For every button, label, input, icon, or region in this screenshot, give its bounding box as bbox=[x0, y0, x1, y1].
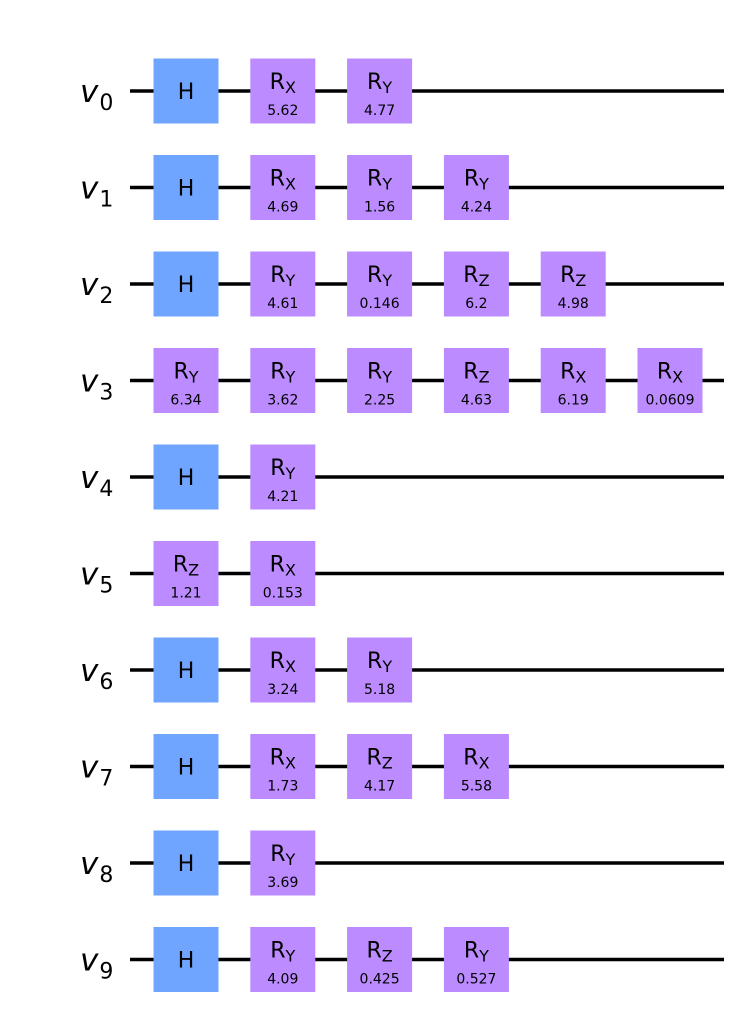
gate-axis: Y bbox=[382, 657, 393, 676]
gate-parameter: 0.0609 bbox=[645, 392, 695, 409]
qubit-label-prefix: v bbox=[80, 556, 99, 593]
gate-name: R bbox=[269, 745, 285, 771]
gate-name: R bbox=[366, 938, 382, 964]
qubit-label-index: 3 bbox=[99, 380, 114, 406]
gate-name: R bbox=[367, 70, 383, 95]
gate-axis: Y bbox=[382, 271, 393, 290]
gate-name: R bbox=[172, 552, 189, 578]
rotation-gate-rx bbox=[250, 541, 315, 606]
gate-name: R bbox=[173, 359, 189, 385]
gate-parameter: 6.2 bbox=[465, 296, 488, 312]
qubit-label-index: 6 bbox=[99, 670, 114, 695]
gate-parameter: 4.63 bbox=[460, 392, 492, 409]
gate-axis: X bbox=[672, 367, 684, 387]
rotation-gate-rx bbox=[250, 59, 315, 124]
gate-parameter: 1.21 bbox=[170, 585, 202, 602]
gate-name: R bbox=[269, 166, 285, 192]
gate-axis: Z bbox=[575, 271, 587, 290]
gate-name: R bbox=[269, 552, 285, 578]
gate-name: R bbox=[463, 359, 479, 385]
qubit-label-prefix: v bbox=[80, 363, 99, 400]
gate-name: R bbox=[366, 745, 382, 771]
gate-axis: X bbox=[284, 560, 296, 580]
gate-parameter: 4.98 bbox=[557, 296, 589, 312]
gate-parameter: 4.69 bbox=[267, 199, 299, 216]
gate-axis: X bbox=[575, 367, 587, 387]
gate-axis: Y bbox=[285, 946, 296, 966]
gate-parameter: 4.17 bbox=[364, 778, 396, 795]
gate-axis: Z bbox=[381, 753, 393, 773]
gate-parameter: 4.77 bbox=[364, 103, 396, 119]
rotation-gate-rx bbox=[638, 348, 703, 413]
qubit-label-prefix: v bbox=[80, 653, 99, 689]
hadamard-gate bbox=[154, 831, 219, 896]
gate-axis: X bbox=[478, 753, 490, 773]
gate-name: R bbox=[367, 649, 383, 674]
gate-name: R bbox=[367, 263, 383, 288]
gate-name: R bbox=[269, 649, 285, 674]
qubit-label-prefix: v bbox=[80, 170, 99, 207]
qubit-label-prefix: v bbox=[80, 942, 99, 979]
gate-parameter: 5.58 bbox=[460, 778, 492, 795]
gate-parameter: 4.24 bbox=[460, 199, 492, 216]
rotation-gate-ry bbox=[250, 445, 315, 510]
gate-axis: Y bbox=[382, 174, 393, 194]
gate-axis: X bbox=[284, 753, 296, 773]
gate-name: R bbox=[269, 70, 285, 95]
gate-parameter: 6.34 bbox=[170, 392, 202, 409]
rotation-gate-rz bbox=[347, 927, 412, 992]
rotation-gate-ry bbox=[347, 155, 412, 220]
rotation-gate-rx bbox=[250, 155, 315, 220]
qubit-label-prefix: v bbox=[80, 267, 99, 303]
gate-parameter: 6.19 bbox=[557, 392, 589, 409]
qubit-label-prefix: v bbox=[80, 460, 99, 496]
rotation-gate-ry bbox=[347, 252, 412, 317]
rotation-gate-rx bbox=[250, 734, 315, 799]
gate-axis: Y bbox=[479, 946, 489, 966]
gate-axis: Z bbox=[381, 946, 393, 966]
hadamard-gate bbox=[154, 927, 219, 992]
gate-axis: X bbox=[284, 174, 296, 194]
rotation-gate-rz bbox=[444, 252, 509, 317]
gate-axis: Y bbox=[285, 271, 296, 290]
gate-parameter: 0.527 bbox=[456, 971, 497, 988]
gate-axis: Y bbox=[382, 78, 393, 97]
gate-name: R bbox=[270, 456, 286, 481]
qubit-label-index: 9 bbox=[99, 959, 114, 985]
gate-parameter: 4.61 bbox=[267, 296, 299, 312]
rotation-gate-ry bbox=[347, 348, 412, 413]
qubit-label-prefix: v bbox=[80, 846, 99, 882]
gate-name: H bbox=[177, 755, 195, 781]
gate-name: H bbox=[177, 948, 195, 974]
gate-parameter: 3.62 bbox=[267, 392, 299, 409]
rotation-gate-rx bbox=[444, 734, 509, 799]
gate-parameter: 1.56 bbox=[364, 199, 396, 216]
gate-axis: Y bbox=[188, 367, 199, 387]
gate-parameter: 3.69 bbox=[267, 875, 299, 891]
hadamard-gate bbox=[154, 638, 219, 703]
rotation-gate-ry bbox=[347, 638, 412, 703]
gate-name: R bbox=[656, 359, 673, 385]
gate-axis: Y bbox=[285, 367, 296, 387]
gate-parameter: 5.62 bbox=[267, 103, 299, 119]
qubit-label-index: 5 bbox=[99, 573, 114, 599]
qubit-label-index: 1 bbox=[99, 187, 114, 213]
rotation-gate-rz bbox=[541, 252, 606, 317]
gate-name: H bbox=[177, 659, 195, 684]
gate-name: R bbox=[270, 842, 286, 867]
gate-parameter: 0.425 bbox=[359, 971, 400, 988]
rotation-gate-rx bbox=[250, 638, 315, 703]
qubit-label-prefix: v bbox=[80, 74, 99, 110]
rotation-gate-rz bbox=[347, 734, 412, 799]
gate-axis: X bbox=[284, 657, 296, 676]
hadamard-gate bbox=[154, 445, 219, 510]
gate-axis: X bbox=[284, 78, 296, 97]
gate-name: R bbox=[270, 263, 286, 288]
qubit-label-index: 4 bbox=[99, 477, 114, 502]
gate-name: R bbox=[367, 166, 383, 192]
gate-name: R bbox=[463, 166, 480, 192]
gate-name: H bbox=[177, 80, 195, 105]
rotation-gate-ry bbox=[250, 348, 315, 413]
gate-parameter: 4.21 bbox=[267, 489, 299, 505]
gate-parameter: 2.25 bbox=[364, 392, 396, 409]
hadamard-gate bbox=[154, 155, 219, 220]
gate-axis: Y bbox=[285, 464, 296, 483]
hadamard-gate bbox=[154, 59, 219, 124]
qubit-label-index: 8 bbox=[99, 863, 114, 888]
gate-parameter: 4.09 bbox=[267, 971, 299, 988]
gate-parameter: 3.24 bbox=[267, 682, 299, 698]
gate-name: H bbox=[177, 852, 195, 877]
qubit-label-index: 0 bbox=[99, 91, 114, 116]
rotation-gate-ry bbox=[444, 927, 509, 992]
gate-axis: Y bbox=[285, 850, 296, 869]
rotation-gate-ry bbox=[250, 831, 315, 896]
qubit-label-index: 2 bbox=[99, 284, 114, 309]
gate-axis: Z bbox=[188, 560, 200, 580]
gate-name: H bbox=[177, 176, 195, 202]
gate-parameter: 1.73 bbox=[267, 778, 299, 795]
hadamard-gate bbox=[154, 252, 219, 317]
gate-axis: Y bbox=[479, 174, 489, 194]
gate-parameter: 0.153 bbox=[262, 585, 303, 602]
hadamard-gate bbox=[154, 734, 219, 799]
rotation-gate-rz bbox=[444, 348, 509, 413]
rotation-gate-rz bbox=[154, 541, 219, 606]
rotation-gate-ry bbox=[347, 59, 412, 124]
gate-axis: Y bbox=[382, 367, 393, 387]
qubit-label-prefix: v bbox=[80, 749, 99, 786]
gate-axis: Z bbox=[478, 367, 490, 387]
rotation-gate-ry bbox=[444, 155, 509, 220]
gate-name: R bbox=[270, 938, 286, 964]
gate-parameter: 0.146 bbox=[359, 296, 400, 312]
gate-name: R bbox=[367, 359, 383, 385]
gate-name: H bbox=[177, 466, 195, 491]
gate-name: R bbox=[560, 359, 576, 385]
gate-name: R bbox=[463, 938, 480, 964]
gate-name: R bbox=[270, 359, 286, 385]
gate-name: R bbox=[560, 263, 576, 288]
gate-name: H bbox=[177, 273, 195, 298]
gate-axis: Z bbox=[478, 271, 490, 290]
gate-name: R bbox=[463, 263, 479, 288]
gate-name: R bbox=[463, 745, 479, 771]
rotation-gate-rx bbox=[541, 348, 606, 413]
rotation-gate-ry bbox=[250, 252, 315, 317]
gate-parameter: 5.18 bbox=[364, 682, 396, 698]
qubit-label-index: 7 bbox=[99, 766, 114, 792]
rotation-gate-ry bbox=[154, 348, 219, 413]
rotation-gate-ry bbox=[250, 927, 315, 992]
